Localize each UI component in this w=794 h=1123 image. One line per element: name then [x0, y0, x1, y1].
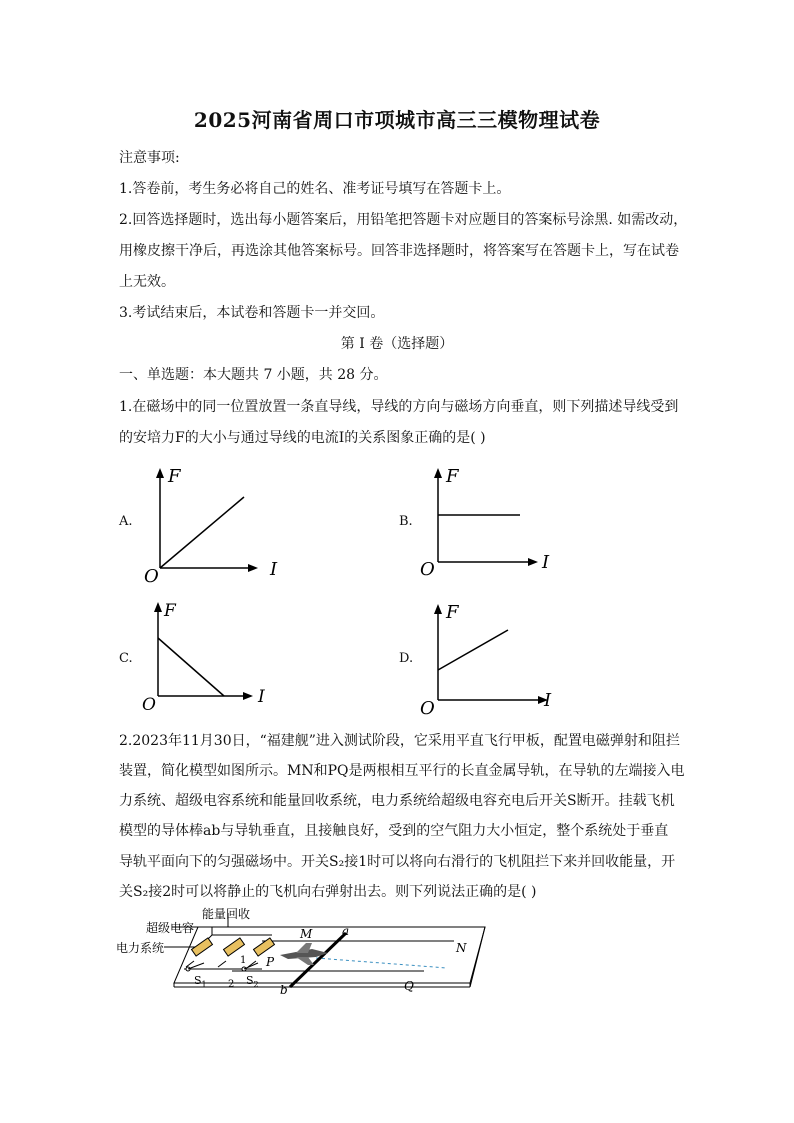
q2-stem-line-3: 力系统、超级电容系统和能量回收系统，电力系统给超级电容充电后开关S断开。挂载飞机	[119, 793, 675, 809]
q1-graph-a	[140, 462, 300, 587]
q1-stem-line-1: 1.在磁场中的同一位置放置一条直导线，导线的方向与磁场方向垂直，则下列描述导线受到	[119, 399, 679, 415]
q1-stem-line-2: 的安培力F的大小与通过导线的电流I的关系图象正确的是( )	[119, 430, 486, 446]
q2-stem-line-2: 装置，简化模型如图所示。MN和PQ是两根相互平行的长直金属导轨，在导轨的左端接入电	[119, 763, 685, 779]
axis-y-label: F	[164, 601, 176, 621]
label-m: M	[300, 927, 313, 941]
label-s2: $S_2$	[246, 974, 259, 989]
axis-x-label: I	[542, 552, 550, 573]
part-heading: 一、单选题：本大题共 7 小题，共 28 分。	[119, 367, 388, 383]
notice-item-2-line-3: 上无效。	[119, 274, 175, 290]
switch-position-1: 1	[240, 955, 247, 966]
axis-x-label: I	[258, 687, 265, 707]
axis-y-label: F	[446, 602, 459, 623]
notice-item-2-line-1: 2.回答选择题时，选出每小题答案后，用铅笔把答题卡对应题目的答案标号涂黑. 如需改动，	[119, 212, 688, 228]
notice-item-2-line-2: 用橡皮擦干净后，再选涂其他答案标号。回答非选择题时，将答案写在答题卡上，写在试卷	[119, 243, 679, 259]
axis-x-label: I	[270, 559, 278, 580]
notice-item-1: 1.答卷前，考生务必将自己的姓名、准考证号填写在答题卡上。	[119, 181, 511, 197]
q2-figure	[112, 905, 492, 1000]
axis-x-label: I	[544, 690, 552, 711]
origin-label: O	[144, 566, 159, 587]
q2-stem-line-5: 导轨平面向下的匀强磁场中。开关S₂接1时可以将向右滑行的飞机阻拦下来并回收能量，开	[119, 854, 676, 870]
q1-graph-d	[418, 598, 578, 718]
origin-label: O	[420, 698, 435, 718]
label-q: Q	[404, 979, 414, 993]
label-a: a	[342, 924, 350, 938]
energy-recovery-label: 能量回收	[202, 907, 251, 921]
label-p: P	[266, 955, 275, 969]
notice-heading: 注意事项:	[119, 150, 180, 166]
q2-stem-line-1: 2.2023年11月30日，“福建舰”进入测试阶段，它采用平直飞行甲板，配置电磁弹射和阻拦	[119, 733, 680, 749]
axis-y-label: F	[168, 466, 181, 487]
axis-y-label: F	[446, 466, 459, 487]
label-n: N	[456, 941, 467, 955]
switch-position-2: 2	[228, 979, 235, 990]
label-b: b	[280, 983, 288, 997]
power-system-label: 电力系统	[116, 941, 165, 955]
q1-option-b-label: B.	[399, 514, 413, 529]
q1-option-d-label: D.	[399, 651, 414, 666]
origin-label: O	[142, 695, 156, 715]
q2-stem-line-4: 模型的导体棒ab与导轨垂直，且接触良好，受到的空气阻力大小恒定，整个系统处于垂直	[119, 823, 669, 839]
q1-option-c-label: C.	[119, 651, 133, 666]
notice-item-3: 3.考试结束后，本试卷和答题卡一并交回。	[119, 305, 385, 321]
q1-graph-b	[418, 462, 578, 587]
origin-label: O	[420, 559, 435, 580]
supercapacitor-label: 超级电容	[146, 921, 195, 935]
q1-option-a-label: A.	[119, 514, 133, 529]
q1-graph-c	[140, 598, 290, 716]
q2-stem-line-6: 关S₂接2时可以将静止的飞机向右弹射出去。则下列说法正确的是( )	[119, 884, 537, 900]
label-s1: $S_1$	[194, 974, 207, 989]
paper-title: 2025河南省周口市项城市高三三模物理试卷	[193, 108, 601, 132]
section-title: 第 I 卷（选择题）	[340, 336, 454, 352]
